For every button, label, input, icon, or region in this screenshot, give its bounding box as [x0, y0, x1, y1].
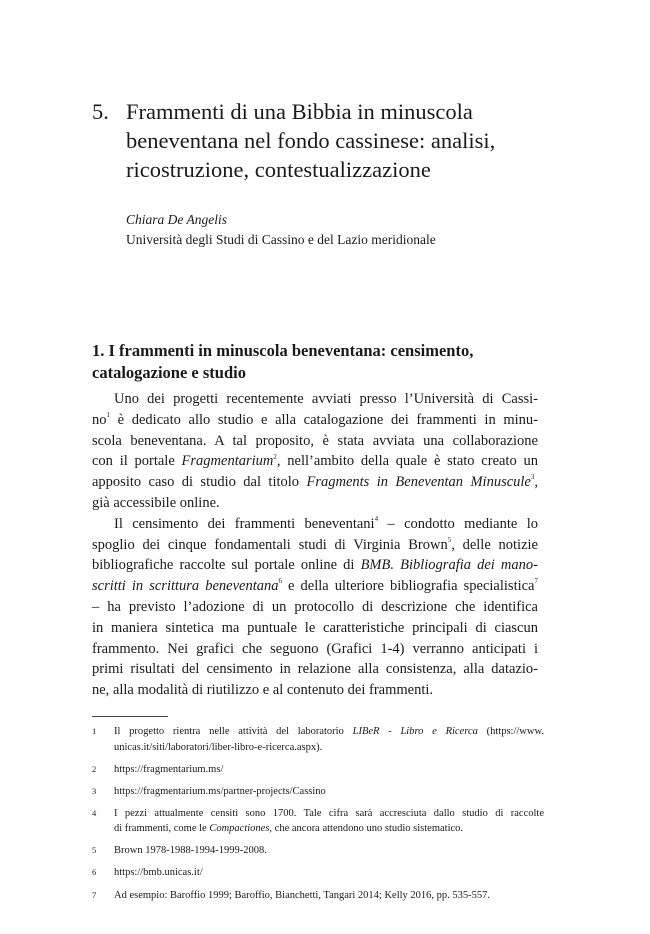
- footnote: [92, 888, 544, 904]
- text-run: (https://www.: [477, 726, 544, 737]
- chapter-title-line: Frammenti di una Bibbia in minuscola: [126, 99, 473, 124]
- italic-run: Fragmentarium: [181, 453, 274, 470]
- text-line: già accessibile online.: [92, 494, 220, 511]
- footnote: [92, 724, 544, 755]
- chapter-title-line: ricostruzione, contestualizzazione: [126, 157, 431, 182]
- footnote-line: I pezzi attualmente censiti sono 1700. Tale cifra sarà accresciuta dallo studio di raccolte: [114, 807, 544, 819]
- footnote-ref: 1: [106, 410, 110, 419]
- paragraph-2: [92, 514, 538, 701]
- text-line: Uno dei progetti recentemente avviati presso l’Università di Cassi-: [114, 391, 538, 407]
- text-run: , delle notizie: [451, 536, 538, 553]
- text-line: scola beneventana. A tal proposito, è stata avviata una collaborazione: [92, 432, 538, 449]
- footnote-separator: [92, 716, 168, 717]
- footnote-line: unicas.it/siti/laboratori/liber-libro-e-ricerca.aspx).: [114, 741, 323, 753]
- footnote-text: [114, 806, 544, 837]
- footnote-number: 5: [92, 845, 97, 856]
- italic-run: Compactiones: [209, 823, 270, 835]
- footnote-text: Ad esempio: Baroffio 1999; Baroffio, Bianchetti, Tangari 2014; Kelly 2016, pp. 535-557.: [114, 889, 491, 901]
- text-run: apposito caso di studio dal titolo: [92, 474, 307, 491]
- chapter-heading: [92, 97, 562, 184]
- footnotes: [92, 724, 544, 910]
- footnote-number: 4: [92, 807, 97, 818]
- text-line: [92, 410, 538, 431]
- section-title-line: catalogazione e studio: [92, 363, 246, 382]
- footnote-link[interactable]: https://bmb.unicas.it/: [114, 867, 203, 879]
- text-run: – condotto mediante lo: [378, 515, 538, 532]
- footnote: [92, 843, 544, 859]
- footnote-line: [114, 724, 544, 740]
- footnote-number: 6: [92, 867, 97, 878]
- chapter-number: 5.: [92, 99, 109, 124]
- text-run: bibliografiche raccolte sul portale online di: [92, 557, 361, 574]
- footnote-link[interactable]: https://fragmentarium.ms/: [114, 763, 224, 775]
- text-line: primi risultati del censimento in relazione alla consistenza, alla datazio-: [92, 661, 538, 678]
- footnote-number: 2: [92, 763, 97, 774]
- chapter-title: [126, 97, 562, 184]
- text-run: spoglio dei cinque fondamentali studi di Virginia Brown: [92, 536, 448, 553]
- footnote: [92, 762, 544, 778]
- footnote-number: 7: [92, 889, 97, 900]
- chapter-title-line: beneventana nel fondo cassinese: analisi,: [126, 128, 496, 153]
- footnote-ref: 3: [530, 473, 535, 482]
- footnote-text: [114, 724, 544, 755]
- text-run: Il progetto rientra nelle attività del laboratorio: [114, 726, 353, 737]
- text-line: [92, 555, 538, 576]
- text-line: in maniera sintetica ma puntuale le caratteristiche principali di ciascun: [92, 619, 538, 636]
- footnote-ref: 4: [374, 514, 379, 523]
- footnote-number: 3: [92, 785, 97, 796]
- author-affiliation: Università degli Studi di Cassino e del Lazio meridionale: [126, 232, 436, 247]
- text-line: [92, 472, 538, 493]
- text-run: è dedicato allo studio e alla catalogazione dei frammenti in minu-: [110, 411, 538, 428]
- text-line: frammento. Nei grafici che seguono (Grafici 1-4) verranno anticipati i: [92, 640, 538, 657]
- footnote-ref: 7: [534, 577, 538, 586]
- footnote: [92, 865, 544, 881]
- section-heading: [92, 340, 542, 384]
- footnote-ref: 6: [278, 577, 282, 586]
- text-run: , che ancora attendono uno studio sistematico.: [269, 823, 464, 835]
- author-block: [126, 210, 436, 250]
- section-title-line: 1. I frammenti in minuscola beneventana: censimento,: [92, 341, 474, 360]
- author-name: Chiara De Angelis: [126, 212, 227, 227]
- text-run: Il censimento dei frammenti beneventani: [114, 515, 375, 532]
- footnote: [92, 806, 544, 837]
- text-run: ,: [534, 474, 538, 491]
- text-run: , nell’ambito della quale è stato creato un: [276, 453, 538, 470]
- footnote-ref: 5: [447, 535, 452, 544]
- italic-run: scritti in scrittura beneventana: [92, 578, 279, 595]
- text-run: di frammenti, come le: [114, 823, 210, 835]
- text-line: [92, 514, 538, 535]
- text-line: – ha previsto l’adozione di un protocollo di descrizione che identifica: [92, 598, 538, 615]
- text-run: e della ulteriore bibliografia specialistica: [282, 578, 535, 595]
- text-line: [92, 576, 538, 597]
- text-run: no: [92, 411, 107, 428]
- italic-run: LIBeR - Libro e Ricerca: [352, 726, 478, 737]
- footnote-line: [114, 821, 544, 837]
- italic-run: Fragments in Beneventan Minuscule: [306, 474, 531, 491]
- footnote: [92, 784, 544, 800]
- text-run: con il portale: [92, 453, 182, 470]
- text-line: [92, 451, 538, 472]
- text-line: [92, 535, 538, 556]
- body-text: [92, 389, 538, 701]
- footnote-number: 1: [92, 726, 97, 736]
- italic-run: BMB. Bibliografia dei mano-: [360, 557, 538, 574]
- text-line: ne, alla modalità di riutilizzo e al contenuto dei frammenti.: [92, 682, 434, 699]
- footnote-ref: 2: [273, 452, 277, 461]
- footnote-text: Brown 1978-1988-1994-1999-2008.: [114, 845, 267, 857]
- footnote-link[interactable]: https://fragmentarium.ms/partner-projects/Cassino: [114, 785, 326, 797]
- paragraph-1: [92, 389, 538, 514]
